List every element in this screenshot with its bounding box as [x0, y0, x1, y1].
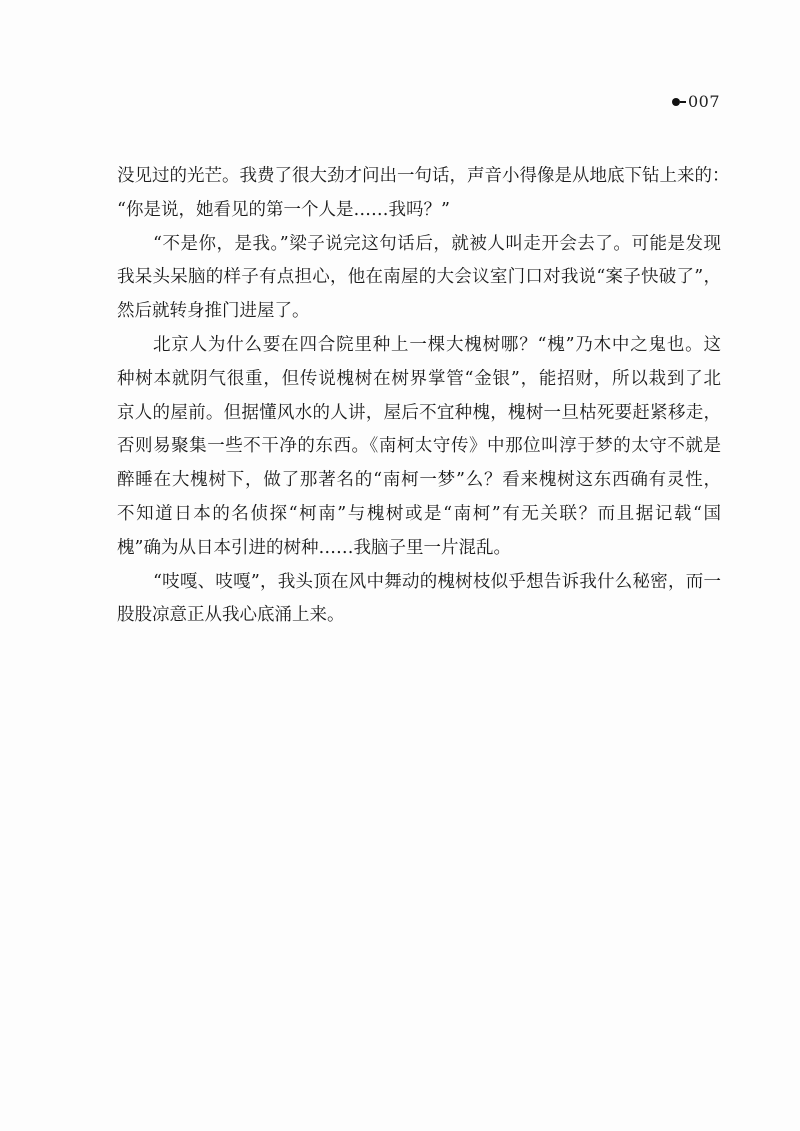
text-line: 我呆头呆脑的样子有点担心，他在南屋的大会议室门口对我说“案子快破了”，	[117, 267, 721, 288]
text-line: 不知道日本的名侦探“柯南”与槐树或是“南柯”有无关联？而且据记载“国	[117, 503, 721, 524]
text-line: 然后就转身推门进屋了。	[117, 301, 310, 322]
text-line: 否则易聚集一些不干净的东西。《南柯太守传》中那位叫淳于梦的太守不就是	[117, 436, 721, 457]
text-line: 京人的屋前。但据懂风水的人讲，屋后不宜种槐，槐树一旦枯死要赶紧移走，	[117, 402, 721, 423]
paragraph-start-line: “吱嘎、吱嘎”，我头顶在风中舞动的槐树枝似乎想告诉我什么秘密，而一	[153, 571, 721, 592]
text-line: 槐”确为从日本引进的树种……我脑子里一片混乱。	[117, 537, 511, 558]
text-line: 股股凉意正从我心底涌上来。	[117, 605, 345, 626]
text-line: 没见过的光芒。我费了很大劲才问出一句话，声音小得像是从地底下钻上来的：	[117, 166, 730, 186]
paragraph-start-line: 北京人为什么要在四合院里种上一棵大槐树哪？“槐”乃木中之鬼也。这	[153, 334, 721, 355]
text-line: “你是说，她看见的第一个人是……我吗？”	[117, 199, 450, 220]
text-line: 醉睡在大槐树下，做了那著名的“南柯一梦”么？看来槐树这东西确有灵性，	[117, 470, 721, 491]
paragraph-start-line: “不是你，是我。”梁子说完这句话后，就被人叫走开会去了。可能是发现	[153, 233, 721, 254]
page-marker-icon	[672, 98, 686, 106]
page-number: 007	[687, 92, 720, 111]
page-header	[672, 92, 720, 111]
text-line: 种树本就阴气很重，但传说槐树在树界掌管“金银”，能招财，所以栽到了北	[117, 368, 721, 389]
body-text	[117, 160, 730, 633]
